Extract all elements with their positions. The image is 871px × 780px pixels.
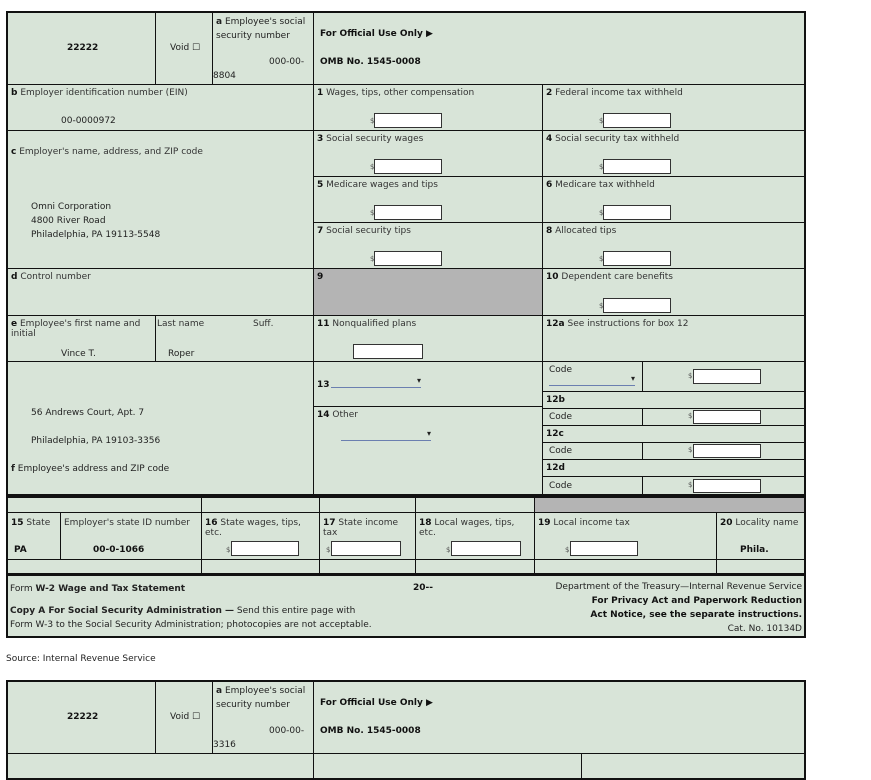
box-10-input[interactable] [603, 298, 671, 313]
state-row2-4 [416, 559, 535, 574]
dollar-sign: $ [565, 546, 570, 554]
ein-cell [8, 85, 314, 131]
box-11 [314, 316, 543, 362]
control-cell [8, 269, 314, 316]
box-12b-header [543, 392, 804, 409]
box-1 [314, 754, 582, 780]
suff-label: Suff. [253, 319, 274, 329]
box-12d-header [543, 460, 804, 477]
dept-label: Department of the Treasury—Internal Revenue Service [555, 582, 802, 592]
ssn-label: a Employee's social security number [216, 17, 306, 41]
emp-last-cell [156, 316, 238, 362]
privacy-line-1: For Privacy Act and Paperwork Reduction [591, 596, 802, 606]
box-12a-code [543, 362, 643, 392]
box-2 [543, 85, 804, 131]
employer-name: Omni Corporation [31, 202, 112, 212]
box-13-select[interactable] [331, 379, 421, 388]
code-label: Code [549, 365, 573, 375]
box-1-label: 1 Wages, tips, other compensation [317, 88, 475, 98]
box-6-label: 6 Medicare tax withheld [546, 180, 655, 190]
last-name-label: Last name [157, 319, 205, 329]
source-caption: Source: Internal Revenue Service [6, 654, 156, 664]
box-15-id [61, 513, 202, 559]
box-2-input[interactable] [603, 113, 671, 128]
official-use-label: For Official Use Only ▶ [320, 698, 433, 708]
emp-last-name: Roper [168, 349, 195, 359]
box-4-input[interactable] [603, 159, 671, 174]
dollar-sign: $ [599, 255, 604, 263]
box-12a [543, 316, 804, 362]
box-16-input[interactable] [231, 541, 299, 556]
state-row2-2 [202, 559, 320, 574]
state-row2-3 [320, 559, 416, 574]
box-16-label: 16 State wages, tips, etc. [205, 518, 301, 538]
box-5-input[interactable] [374, 205, 442, 220]
box-12c-header [543, 426, 804, 443]
box-17 [320, 513, 416, 559]
box-10 [543, 269, 804, 316]
dollar-sign: $ [599, 117, 604, 125]
box-12c-amount [643, 443, 804, 460]
emp-suff-cell [238, 316, 314, 362]
official-use-cell [314, 682, 804, 754]
void-cell [156, 13, 213, 85]
control-label: d Control number [11, 272, 91, 282]
box-19-input[interactable] [570, 541, 638, 556]
box-3 [314, 131, 543, 177]
dollar-sign: $ [370, 209, 375, 217]
box-8-input[interactable] [603, 251, 671, 266]
ein-cell [8, 754, 314, 780]
state-top-blank-1 [8, 498, 202, 513]
employer-city: Philadelphia, PA 19113-5548 [31, 230, 161, 240]
code-label: Code [549, 412, 573, 422]
omb-number: OMB No. 1545-0008 [320, 57, 421, 67]
state-top-blank-3 [320, 498, 416, 513]
dollar-sign: $ [370, 163, 375, 171]
cat-number: Cat. No. 10134D [727, 624, 802, 634]
dollar-sign: $ [688, 481, 693, 489]
official-use-label: For Official Use Only ▶ [320, 29, 433, 39]
dollar-sign: $ [370, 255, 375, 263]
state-top-blank-4 [416, 498, 535, 513]
box-17-label: 17 State income tax [323, 518, 399, 538]
privacy-line-2: Act Notice, see the separate instructions. [590, 610, 802, 620]
form-footer [8, 576, 804, 636]
box-12c-code [543, 443, 643, 460]
box-10-label: 10 Dependent care benefits [546, 272, 673, 282]
box-11-input[interactable] [353, 344, 423, 359]
box-12b-input[interactable] [693, 410, 761, 424]
box-12d-code [543, 477, 643, 495]
copy-a-label: Copy A For Social Security Administration — Send this entire page with [10, 606, 356, 616]
ssn-value-b: 3316 [213, 740, 236, 750]
official-use-cell [314, 13, 804, 85]
employer-street: 4800 River Road [31, 216, 106, 226]
dollar-sign: $ [688, 372, 693, 380]
omb-number: OMB No. 1545-0008 [320, 726, 421, 736]
state-row2-1 [8, 559, 202, 574]
employer-label: c Employer's name, address, and ZIP code [11, 147, 203, 157]
void-checkbox[interactable]: Void ☐ [170, 712, 201, 722]
box-16 [202, 513, 320, 559]
ssn-value-a: 000-00- [269, 726, 305, 736]
box-7-label: 7 Social security tips [317, 226, 411, 236]
emp-name-label: e Employee's first name and initial [11, 319, 141, 339]
dollar-sign: $ [599, 209, 604, 217]
state-top-blank-2 [202, 498, 320, 513]
emp-address-cell [8, 362, 314, 495]
ssn-cell [213, 682, 314, 754]
dollar-sign: $ [599, 302, 604, 310]
box-8 [543, 223, 804, 269]
box-12b-code [543, 409, 643, 426]
box-12d-label: 12d [546, 463, 565, 473]
box-18-label: 18 Local wages, tips, etc. [419, 518, 515, 538]
box-12c-label: 12c [546, 429, 564, 439]
box-12a-label: 12a See instructions for box 12 [546, 319, 689, 329]
state-id-value: 00-0-1066 [93, 545, 145, 555]
form-year: 20-- [413, 583, 433, 593]
ssn-value-a: 000-00- [269, 57, 305, 67]
state-top-gray [535, 498, 804, 513]
box-12d-amount [643, 477, 804, 495]
box-3-input[interactable] [374, 159, 442, 174]
state-row2-6 [717, 559, 804, 574]
box-12c-input[interactable] [693, 444, 761, 458]
form-code-cell [8, 13, 156, 85]
state-value: PA [14, 545, 27, 555]
void-cell [156, 682, 213, 754]
box-5 [314, 177, 543, 223]
box-6 [543, 177, 804, 223]
dollar-sign: $ [326, 546, 331, 554]
dollar-sign: $ [370, 117, 375, 125]
box-12b-amount [643, 409, 804, 426]
ssn-value-b: 8804 [213, 71, 236, 81]
employer-cell [8, 131, 314, 269]
state-row2-5 [535, 559, 717, 574]
form-title: Form W-2 Wage and Tax Statement [10, 584, 186, 594]
w2-form-copy-2 [6, 680, 806, 780]
emp-first-name: Vince T. [61, 349, 96, 359]
dollar-sign: $ [688, 412, 693, 420]
box-12d-input[interactable] [693, 479, 761, 493]
box-4-label: 4 Social security tax withheld [546, 134, 680, 144]
box-8-label: 8 Allocated tips [546, 226, 617, 236]
box-12a-input[interactable] [693, 369, 761, 384]
emp-address-label: f Employee's address and ZIP code [11, 464, 170, 474]
void-checkbox[interactable]: Void ☐ [170, 43, 201, 53]
box-7-input[interactable] [374, 251, 442, 266]
box-15-state [8, 513, 61, 559]
ssn-label: a Employee's social security number [216, 686, 306, 710]
box-14 [314, 407, 543, 495]
box-19-label: 19 Local income tax [538, 518, 630, 528]
form-code-cell [8, 682, 156, 754]
box-11-label: 11 Nonqualified plans [317, 319, 417, 329]
box-17-input[interactable] [331, 541, 401, 556]
box-15-label: 15 State [11, 518, 51, 528]
box-12a-code-select[interactable] [549, 377, 635, 386]
box-9-label: 9 [317, 272, 324, 282]
box-20-label: 20 Locality name [720, 518, 799, 528]
box-7 [314, 223, 543, 269]
state-id-label: Employer's state ID number [64, 518, 190, 528]
box-12a-amount [643, 362, 804, 392]
box-18-input[interactable] [451, 541, 521, 556]
copy-a-line-2: Form W-3 to the Social Security Administration; photocopies are not acceptable. [10, 620, 372, 630]
box-14-label: 14 Other [317, 410, 358, 420]
form-code: 22222 [67, 43, 99, 53]
ssn-cell [213, 13, 314, 85]
emp-first-cell [8, 316, 156, 362]
code-label: Code [549, 446, 573, 456]
box-20 [717, 513, 804, 559]
ein-value: 00-0000972 [61, 116, 116, 126]
box-5-label: 5 Medicare wages and tips [317, 180, 438, 190]
box-4 [543, 131, 804, 177]
box-1 [314, 85, 543, 131]
dollar-sign: $ [446, 546, 451, 554]
box-2-label: 2 Federal income tax withheld [546, 88, 683, 98]
emp-street: 56 Andrews Court, Apt. 7 [31, 408, 145, 418]
box-3-label: 3 Social security wages [317, 134, 424, 144]
box-13 [314, 362, 543, 407]
code-label: Code [549, 481, 573, 491]
dollar-sign: $ [599, 163, 604, 171]
ein-label: b Employer identification number (EIN) [11, 88, 188, 98]
dollar-sign: $ [688, 446, 693, 454]
box-19 [535, 513, 717, 559]
box-12b-label: 12b [546, 395, 565, 405]
box-18 [416, 513, 535, 559]
dollar-sign: $ [226, 546, 231, 554]
locality-value: Phila. [740, 545, 769, 555]
box-9 [314, 269, 543, 316]
box-13-label: 13 [317, 380, 330, 390]
box-1-input[interactable] [374, 113, 442, 128]
box-14-select[interactable] [341, 432, 431, 441]
form-code: 22222 [67, 712, 99, 722]
emp-city: Philadelphia, PA 19103-3356 [31, 436, 161, 446]
box-6-input[interactable] [603, 205, 671, 220]
w2-form [6, 11, 806, 638]
